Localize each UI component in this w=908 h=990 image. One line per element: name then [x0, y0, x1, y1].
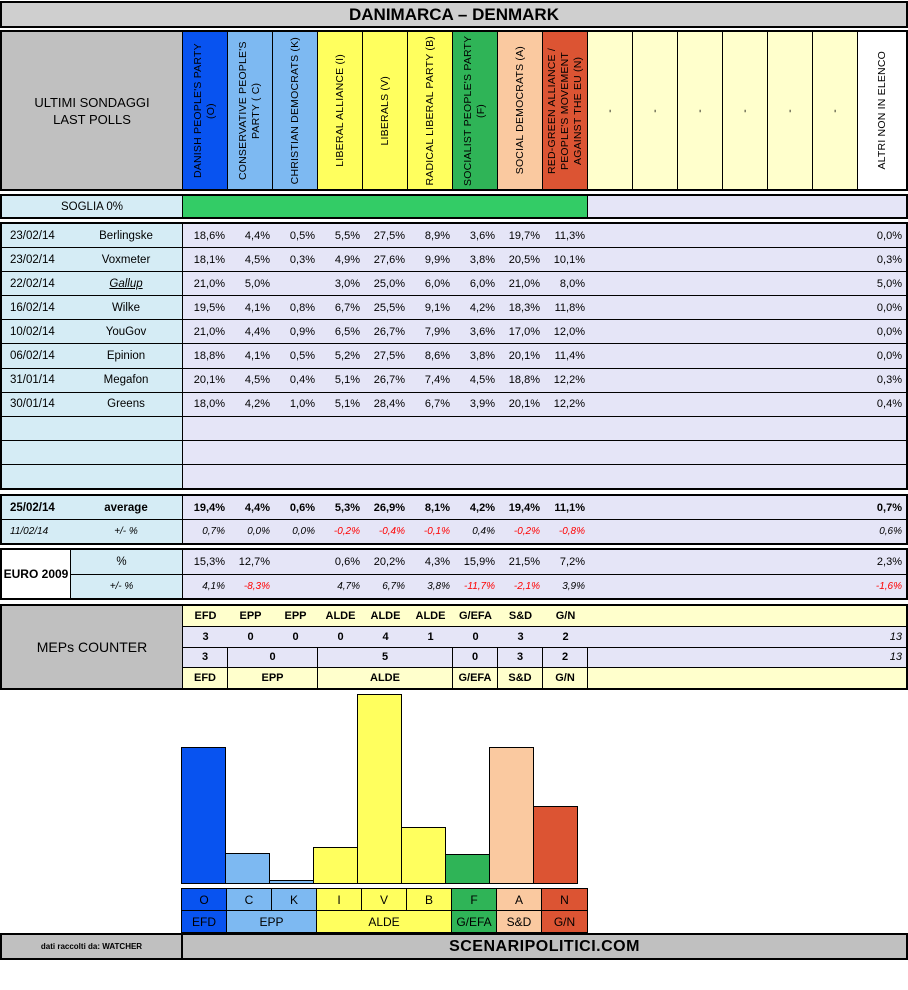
poll-row	[2, 296, 906, 320]
value-cell: 5,5%	[334, 229, 360, 242]
meps-seats-per-group-row	[183, 648, 906, 669]
value-cell: 27,6%	[373, 253, 405, 266]
poll-row-values	[183, 272, 906, 295]
meps-group-cell: EFD	[194, 609, 217, 622]
poll-row-values	[183, 369, 906, 392]
empty-column-header	[588, 32, 633, 189]
others-value-cell: 5,0%	[876, 277, 902, 290]
chart-party-letter-row	[182, 889, 587, 911]
value-cell: 26,9%	[373, 501, 405, 514]
chart-group-EPP: EPP	[227, 911, 317, 932]
value-cell: 4,5%	[244, 374, 270, 387]
party-column-header-N	[543, 32, 588, 189]
euro2009-table	[0, 548, 908, 600]
empty-poll-row-values	[183, 417, 906, 440]
meps-seat-cell: 0	[247, 630, 254, 643]
value-cell: 3,6%	[469, 229, 495, 242]
euro-delta-header	[71, 575, 183, 599]
euro-pct-label: %	[116, 555, 127, 568]
empty-poll-row-values	[183, 465, 906, 488]
empty-column-placeholder: -	[603, 108, 616, 113]
empty-column-placeholder: -	[648, 108, 661, 113]
party-name-label: CHRISTIAN DEMOCRATS (K)	[288, 36, 301, 185]
poll-row	[2, 320, 906, 344]
poll-row-header	[2, 296, 183, 319]
delta-label: +/- %	[114, 526, 138, 537]
average-table	[0, 494, 908, 545]
poll-date: 23/02/14	[10, 253, 55, 266]
value-cell: 8,1%	[424, 501, 450, 514]
value-cell: 1,0%	[289, 398, 315, 411]
meps-seat-cell: 3	[202, 630, 209, 643]
meps-group-name-row	[183, 668, 906, 688]
euro-delta-values	[183, 575, 906, 599]
value-cell: -2,1%	[513, 580, 540, 592]
chart-letter-N: N	[542, 889, 587, 910]
value-cell: 20,5%	[508, 253, 540, 266]
value-cell: 5,0%	[244, 277, 270, 290]
party-column-header-A	[498, 32, 543, 189]
euro-pct-row-header	[71, 550, 183, 574]
poll-row	[2, 248, 906, 272]
empty-column-header	[633, 32, 678, 189]
value-cell: 25,5%	[373, 301, 405, 314]
value-cell: 17,0%	[508, 325, 540, 338]
column-header-block	[0, 30, 908, 191]
poll-row	[2, 369, 906, 393]
meps-seat-cell: 0	[337, 630, 344, 643]
value-cell: 4,4%	[244, 325, 270, 338]
value-cell: 7,2%	[559, 555, 585, 568]
others-value-cell: 0,0%	[876, 301, 902, 314]
average-delta-header	[2, 520, 183, 543]
meps-group-name-cell: S&D	[498, 668, 543, 688]
meps-seat-cell: 2	[562, 630, 569, 643]
value-cell: 0,0%	[292, 526, 315, 537]
meps-seat-cell: 1	[427, 630, 434, 643]
empty-poll-row-header	[2, 417, 183, 440]
value-cell: 12,2%	[553, 374, 585, 387]
chart-letter-O: O	[182, 889, 227, 910]
value-cell: 6,0%	[424, 277, 450, 290]
value-cell: 0,4%	[472, 526, 495, 537]
party-name-label: RADICAL LIBERAL PARTY (B)	[423, 35, 436, 186]
value-cell: 15,3%	[193, 555, 225, 568]
footer	[0, 933, 908, 960]
meps-groups-total: 13	[889, 651, 902, 664]
empty-poll-row-header	[2, 441, 183, 464]
pollster-name: Megafon	[103, 374, 149, 387]
bar-series	[181, 690, 588, 884]
poll-date: 30/01/14	[10, 398, 55, 411]
empty-poll-row	[2, 417, 906, 441]
others-column-label: ALTRI NON IN ELENCO	[875, 51, 888, 170]
value-cell: 6,7%	[424, 398, 450, 411]
value-cell: 20,1%	[508, 350, 540, 363]
poll-row-header	[2, 248, 183, 271]
value-cell: 0,6%	[289, 501, 315, 514]
poll-row-header	[2, 224, 183, 247]
value-cell: 0,6%	[334, 555, 360, 568]
average-row	[2, 496, 906, 520]
party-name-label: SOCIALIST PEOPLE'S PARTY (F)	[462, 35, 487, 186]
average-label: average	[104, 501, 148, 514]
value-cell: -0,1%	[423, 526, 450, 537]
value-cell: 0,7%	[202, 526, 225, 537]
poll-date: 10/02/14	[10, 325, 55, 338]
value-cell: 11,1%	[554, 501, 585, 514]
pollster-name: Epinion	[106, 350, 146, 363]
last-polls-header	[2, 32, 183, 189]
euro2009-label: EURO 2009	[2, 550, 71, 598]
euro-delta-row	[71, 575, 906, 599]
meps-group-name-cell: ALDE	[318, 668, 453, 688]
value-cell: 4,9%	[334, 253, 360, 266]
value-cell: 19,7%	[508, 229, 540, 242]
pollster-name: Greens	[107, 398, 145, 411]
value-cell: 18,3%	[508, 301, 540, 314]
poll-row-header	[2, 369, 183, 392]
meps-group-seats-cell: 0	[453, 648, 498, 668]
results-bar-chart	[0, 690, 908, 932]
value-cell: 11,8%	[554, 301, 585, 314]
poll-row-values	[183, 248, 906, 271]
chart-letter-B: B	[407, 889, 452, 910]
value-cell: -0,2%	[333, 526, 360, 537]
chart-group-ALDE: ALDE	[317, 911, 452, 932]
chart-group-SD: S&D	[497, 911, 542, 932]
party-column-header-I	[318, 32, 363, 189]
value-cell: 19,4%	[508, 501, 540, 514]
others-value-cell: -1,6%	[875, 580, 902, 592]
value-cell: 7,4%	[424, 374, 450, 387]
empty-column-header	[768, 32, 813, 189]
value-cell: 7,9%	[424, 325, 450, 338]
value-cell: 9,9%	[424, 253, 450, 266]
value-cell: 12,0%	[553, 325, 585, 338]
empty-column-header	[723, 32, 768, 189]
meps-group-cell: EPP	[239, 609, 262, 622]
meps-group-cell: ALDE	[415, 609, 446, 622]
value-cell: -8,3%	[243, 580, 270, 592]
average-row-header	[2, 496, 183, 519]
average-values	[183, 496, 906, 519]
value-cell: 18,8%	[193, 350, 225, 363]
average-delta-values	[183, 520, 906, 543]
empty-column-placeholder: -	[738, 108, 751, 113]
average-delta-row	[2, 520, 906, 543]
value-cell: 9,1%	[424, 301, 450, 314]
threshold-filler	[588, 196, 906, 217]
threshold-row	[0, 194, 908, 219]
bar-V	[357, 694, 402, 884]
value-cell: 4,1%	[244, 301, 270, 314]
party-column-header-V	[363, 32, 408, 189]
bar-C	[225, 853, 270, 884]
party-column-header-O	[183, 32, 228, 189]
value-cell: 3,8%	[469, 350, 495, 363]
value-cell: -0,2%	[513, 526, 540, 537]
delta-date: 11/02/14	[10, 526, 49, 537]
value-cell: 6,5%	[334, 325, 360, 338]
meps-group-per-party-row	[183, 606, 906, 627]
value-cell: 18,8%	[508, 374, 540, 387]
others-column-header	[858, 32, 906, 189]
value-cell: 6,0%	[469, 277, 495, 290]
meps-group-seats-cell: 0	[228, 648, 318, 668]
value-cell: 21,0%	[193, 325, 225, 338]
others-value-cell: 0,0%	[876, 350, 902, 363]
chart-group-GEFA: G/EFA	[452, 911, 497, 932]
value-cell: 26,7%	[373, 374, 405, 387]
bar-I	[313, 847, 358, 884]
poll-row-header	[2, 320, 183, 343]
empty-poll-row-header	[2, 465, 183, 488]
value-cell: 4,2%	[469, 301, 495, 314]
chart-letter-C: C	[227, 889, 272, 910]
average-date: 25/02/14	[10, 501, 55, 514]
meps-seat-cell: 3	[517, 630, 524, 643]
euro-pct-row-values	[183, 550, 906, 574]
empty-column-placeholder: -	[828, 108, 841, 113]
threshold-label: SOGLIA 0%	[2, 196, 183, 217]
value-cell: 20,2%	[373, 555, 405, 568]
value-cell: 5,2%	[334, 350, 360, 363]
value-cell: 4,5%	[244, 253, 270, 266]
value-cell: 19,5%	[193, 301, 225, 314]
poll-date: 06/02/14	[10, 350, 55, 363]
site-label: SCENARIPOLITICI.COM	[449, 937, 640, 955]
party-column-header-B	[408, 32, 453, 189]
page-title: DANIMARCA – DENMARK	[0, 1, 908, 28]
poll-row-values	[183, 320, 906, 343]
value-cell: 3,8%	[427, 580, 450, 592]
meps-group-name-cell: G/EFA	[453, 668, 498, 688]
empty-poll-row	[2, 465, 906, 488]
value-cell: 0,8%	[289, 301, 315, 314]
poll-row	[2, 393, 906, 417]
value-cell: 6,7%	[334, 301, 360, 314]
poll-date: 23/02/14	[10, 229, 55, 242]
chart-letter-A: A	[497, 889, 542, 910]
last-polls-line2: LAST POLLS	[53, 111, 131, 127]
value-cell: -0,4%	[378, 526, 405, 537]
others-value-cell: 0,3%	[876, 253, 902, 266]
threshold-bar	[183, 196, 588, 217]
poll-row	[2, 344, 906, 368]
value-cell: 18,0%	[193, 398, 225, 411]
meps-group-seats-cell: 5	[318, 648, 453, 668]
meps-seat-cell: 4	[382, 630, 389, 643]
others-value-cell: 0,6%	[879, 526, 902, 537]
value-cell: 8,0%	[559, 277, 585, 290]
pollster-name: Berlingske	[99, 229, 153, 242]
pollster-name: Wilke	[111, 301, 141, 314]
meps-group-cell: EPP	[284, 609, 307, 622]
value-cell: 5,1%	[334, 398, 360, 411]
value-cell: 8,6%	[424, 350, 450, 363]
party-name-label: CONSERVATIVE PEOPLE'S PARTY ( C)	[237, 41, 262, 180]
bar-K	[269, 880, 314, 884]
pollster-name: YouGov	[105, 325, 147, 338]
value-cell: 11,4%	[554, 350, 585, 363]
chart-group-EFD: EFD	[182, 911, 227, 932]
value-cell: 4,1%	[244, 350, 270, 363]
meps-group-seats-cell: 3	[498, 648, 543, 668]
value-cell: 15,9%	[463, 555, 495, 568]
value-cell: 12,2%	[553, 398, 585, 411]
party-name-label: SOCIAL DEMOCRATS (A)	[513, 46, 526, 175]
value-cell: 3,0%	[334, 277, 360, 290]
value-cell: 11,3%	[554, 229, 585, 242]
poll-date: 16/02/14	[10, 301, 55, 314]
meps-group-name-cell: EPP	[228, 668, 318, 688]
value-cell: 0,0%	[247, 526, 270, 537]
value-cell: 20,1%	[193, 374, 225, 387]
value-cell: 6,7%	[382, 580, 405, 592]
others-value-cell: 0,7%	[876, 501, 902, 514]
meps-counter	[0, 604, 908, 690]
value-cell: 21,5%	[508, 555, 540, 568]
value-cell: 4,2%	[469, 501, 495, 514]
bar-A	[489, 747, 534, 884]
meps-group-name-cell: EFD	[183, 668, 228, 688]
pollster-name: Voxmeter	[101, 253, 151, 266]
value-cell: 3,6%	[469, 325, 495, 338]
value-cell: 27,5%	[373, 350, 405, 363]
poll-date: 31/01/14	[10, 374, 55, 387]
chart-letter-F: F	[452, 889, 497, 910]
euro-delta-label: +/- %	[109, 580, 134, 592]
poll-row-values	[183, 296, 906, 319]
value-cell: 4,7%	[337, 580, 360, 592]
others-value-cell: 0,0%	[876, 229, 902, 242]
poll-row-values	[183, 224, 906, 247]
party-column-header-C	[228, 32, 273, 189]
meps-seat-cell: 0	[472, 630, 479, 643]
value-cell: 18,1%	[193, 253, 225, 266]
polls-table	[0, 222, 908, 490]
others-value-cell: 2,3%	[876, 555, 902, 568]
value-cell: 4,4%	[244, 501, 270, 514]
empty-column-header	[813, 32, 858, 189]
value-cell: 4,5%	[469, 374, 495, 387]
chart-group-GN: G/N	[542, 911, 587, 932]
value-cell: 19,4%	[193, 501, 225, 514]
value-cell: 0,3%	[289, 253, 315, 266]
value-cell: 12,7%	[238, 555, 270, 568]
value-cell: 4,3%	[424, 555, 450, 568]
meps-group-cell: ALDE	[370, 609, 401, 622]
chart-letter-I: I	[317, 889, 362, 910]
poll-row-header	[2, 272, 183, 295]
value-cell: 21,0%	[508, 277, 540, 290]
credits-label: dati raccolti da: WATCHER	[2, 935, 183, 958]
value-cell: 3,9%	[562, 580, 585, 592]
poll-date: 22/02/14	[10, 277, 55, 290]
poll-row-values	[183, 344, 906, 367]
value-cell: 5,3%	[334, 501, 360, 514]
value-cell: 10,1%	[553, 253, 585, 266]
poll-row-header	[2, 344, 183, 367]
empty-poll-row	[2, 441, 906, 465]
empty-column-placeholder: -	[783, 108, 796, 113]
chart-group-row	[182, 911, 587, 932]
value-cell: 4,4%	[244, 229, 270, 242]
others-value-cell: 0,3%	[876, 374, 902, 387]
bar-O	[181, 747, 226, 884]
value-cell: 4,2%	[244, 398, 270, 411]
value-cell: -0,8%	[558, 526, 585, 537]
chart-label-table	[181, 888, 588, 933]
meps-group-name-cell: G/N	[543, 668, 588, 688]
last-polls-line1: ULTIMI SONDAGGI	[34, 94, 150, 110]
value-cell: 8,9%	[424, 229, 450, 242]
meps-group-cell: G/EFA	[458, 609, 492, 622]
value-cell: 21,0%	[193, 277, 225, 290]
bar-F	[445, 854, 490, 884]
value-cell: 4,1%	[202, 580, 225, 592]
meps-total: 13	[889, 630, 902, 643]
chart-letter-K: K	[272, 889, 317, 910]
value-cell: 0,5%	[289, 350, 315, 363]
party-column-header-K	[273, 32, 318, 189]
value-cell: 20,1%	[508, 398, 540, 411]
value-cell: 27,5%	[373, 229, 405, 242]
meps-group-seats-cell: 3	[183, 648, 228, 668]
meps-group-cell: ALDE	[325, 609, 356, 622]
meps-counter-label: MEPs COUNTER	[2, 606, 183, 688]
value-cell: 3,9%	[469, 398, 495, 411]
empty-column-header	[678, 32, 723, 189]
poll-row	[2, 272, 906, 296]
poll-row-header	[2, 393, 183, 416]
value-cell: 25,0%	[373, 277, 405, 290]
value-cell: -11,7%	[464, 580, 495, 592]
others-value-cell: 0,4%	[876, 398, 902, 411]
party-name-label: DANISH PEOPLE'S PARTY (O)	[192, 43, 217, 178]
chart-letter-V: V	[362, 889, 407, 910]
poll-row-values	[183, 393, 906, 416]
value-cell: 18,6%	[193, 229, 225, 242]
empty-column-placeholder: -	[693, 108, 706, 113]
value-cell: 28,4%	[373, 398, 405, 411]
party-name-label: LIBERALS (V)	[378, 75, 391, 146]
meps-seats-per-party-row	[183, 627, 906, 648]
value-cell: 3,8%	[469, 253, 495, 266]
empty-poll-row-values	[183, 441, 906, 464]
value-cell: 0,9%	[289, 325, 315, 338]
bar-N	[533, 806, 578, 884]
party-name-label: LIBERAL ALLIANCE (I)	[333, 54, 346, 167]
others-value-cell: 0,0%	[876, 325, 902, 338]
meps-group-cell: G/N	[555, 609, 576, 622]
value-cell: 0,4%	[289, 374, 315, 387]
meps-group-seats-cell: 2	[543, 648, 588, 668]
party-name-label: RED-GREEN ALLIANCE / PEOPLE'S MOVEMENT AGAINST THE EU (N)	[545, 47, 584, 174]
pollster-name[interactable]: Gallup	[109, 277, 143, 290]
meps-group-cell: S&D	[508, 609, 533, 622]
value-cell: 26,7%	[373, 325, 405, 338]
euro-pct-row	[71, 550, 906, 575]
value-cell: 5,1%	[334, 374, 360, 387]
meps-seat-cell: 0	[292, 630, 299, 643]
party-column-header-F	[453, 32, 498, 189]
bar-B	[401, 827, 446, 884]
poll-row	[2, 224, 906, 248]
value-cell: 0,5%	[289, 229, 315, 242]
